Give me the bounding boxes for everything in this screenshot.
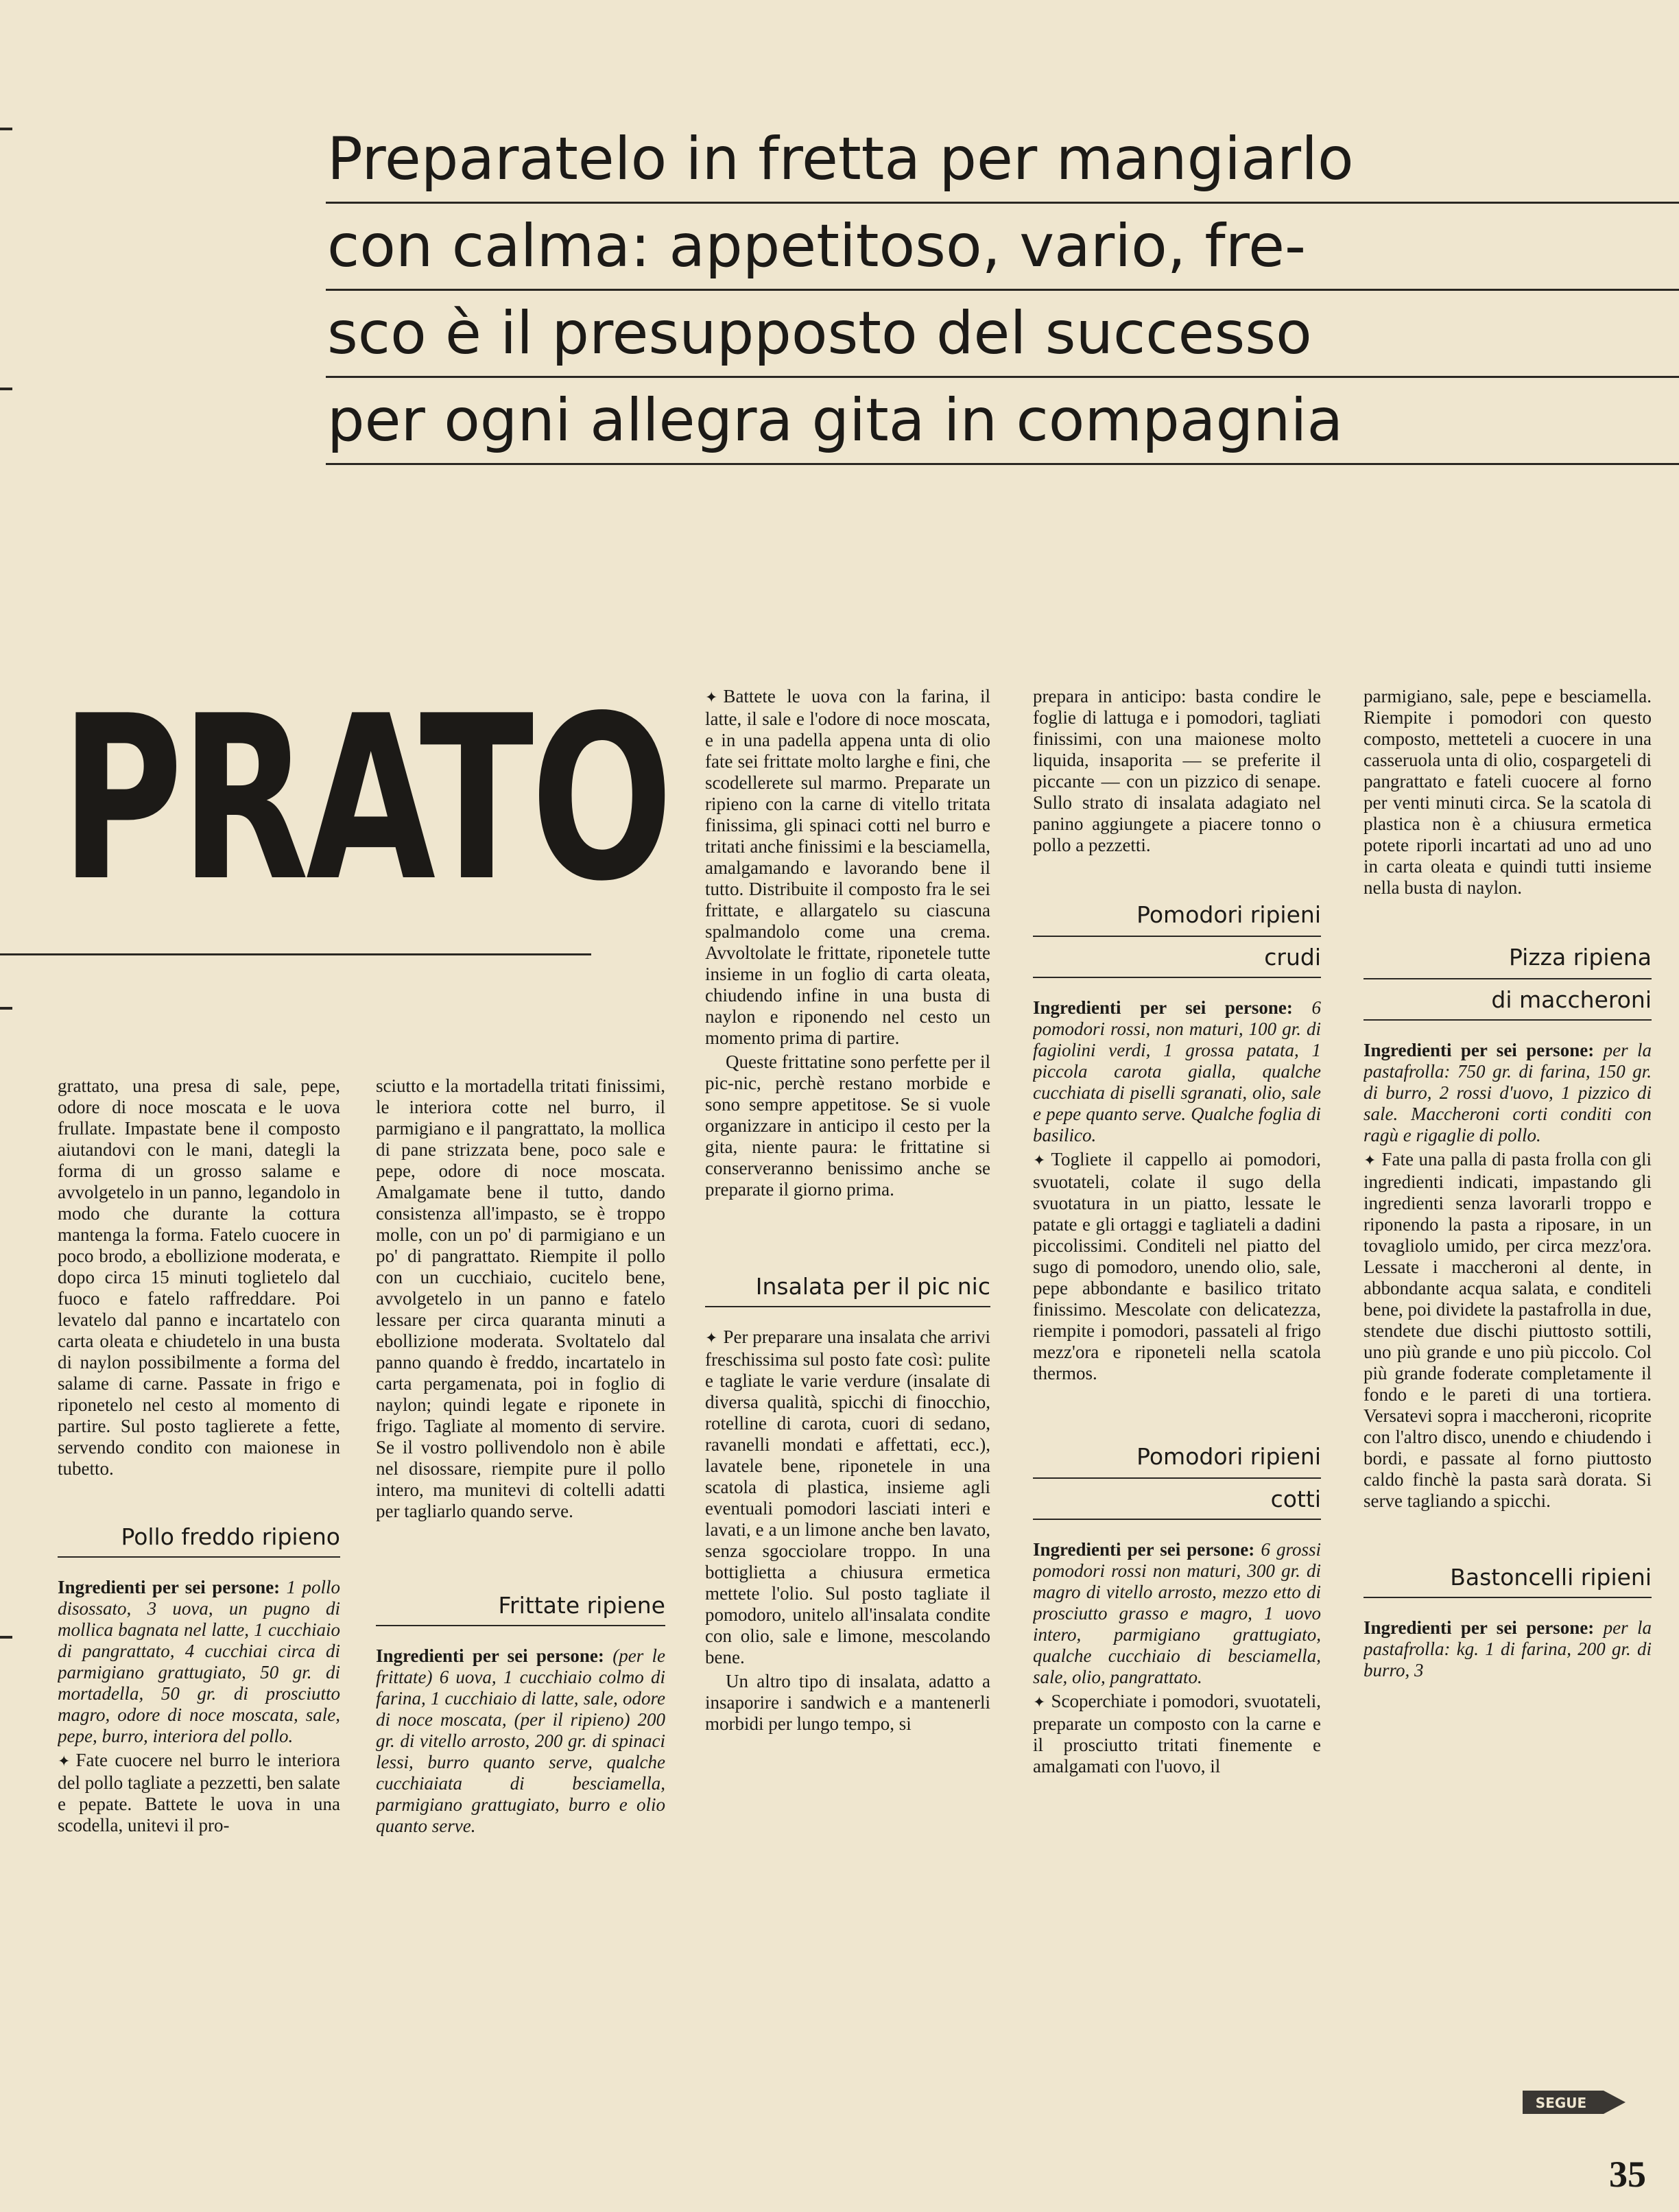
section-title-pollo: [58, 1522, 340, 1558]
ingredients: [58, 1577, 340, 1747]
section-title-insalata: [705, 1272, 990, 1307]
diamond-icon: ✦: [1033, 1152, 1046, 1169]
body-text: [1033, 1691, 1321, 1777]
ingredients-list: 6 pomodori rossi, non maturi, 100 gr. di fagiolini verdi, 1 grossa patata, 1 piccola carota gialla, qualche cucchiata di piselli sgranati, olio, sale e pepe quanto serve. Qualche foglia di basilico.: [1033, 997, 1321, 1145]
headline-line: per ogni allegra gita in compagnia: [326, 378, 1679, 465]
body-text: grattato, una presa di sale, pepe, odore di noce moscata e le uova frullate. Impastate bene il composto aiutandovi con le mani, dategli la forma di un grosso salame e avvolgetelo in un panno, legandolo in modo che durante la cottura mantenga la forma. Fatelo cuocere in poco brodo, a ebollizione moderata, e dopo circa 15 minuti toglietelo dal fuoco e fatelo raffreddare. Poi levatelo dal panno e incartatelo con carta oleata e chiudetelo in una busta di naylon possibilmente a forma del salame di carne. Passate in frigo e riponetelo nel cesto al momento di partire. Sul posto taglierete a fette, servendo condito con maionese in tubetto.: [58, 1075, 340, 1479]
ingredients: [1364, 1617, 1652, 1681]
section-title-text: Pollo freddo ripieno: [121, 1523, 340, 1550]
section-title-text: crudi: [1033, 936, 1321, 973]
ingredients: [1364, 1040, 1652, 1146]
column-5: [1364, 686, 1652, 2078]
body-text: [1033, 1149, 1321, 1384]
section-title-pomodori-cotti: [1033, 1442, 1321, 1520]
headline: [326, 117, 1679, 465]
body-text-content: Battete le uova con la farina, il latte, il sale e l'odore di noce moscata, e in una padella appena unta di olio fate sei frittate molto larghe e fini, che scodellerete sul marmo. Preparate un ripieno con la carne di vitello tritata finissima, gli spinaci cotti nel burro e tritati anche finissimi e la besciamella, amalgamando e lavorando bene il tutto. Distribuite il composto fra le sei frittate, e allargatelo su ciascuna spalmandolo come una crema. Avvoltolate le frittate, riponetele tutte insieme in un foglio di carta oleata, chiudendo infine in una busta di naylon e riponendo nel cesto un momento prima di partire.: [705, 686, 990, 1048]
headline-line: Preparatelo in fretta per mangiarlo: [326, 117, 1679, 204]
ingredients-label: Ingredienti per sei persone:: [376, 1645, 604, 1666]
title-rule: [0, 953, 591, 955]
body-text: sciutto e la mortadella tritati finissimi, le interiora cotte nel burro, il parmigiano e il pangrattato, la mollica di pane strizzata bene, poco sale e pepe, odore di noce moscata. Amalgamate bene il tutto, dando consistenza all'impasto, se è troppo molle, con un po' di parmigiano e un po' di pangrattato. Riempite il pollo con un cucchiaio, cucitelo bene, avvolgetelo in un panno e fatelo lessare per circa quaranta minuti a ebollizione moderata. Svoltatelo dal panno quando è freddo, incartatelo in carta pergamenata, poi in foglio di naylon; quindi legate e riponete in frigo. Tagliate al momento di servire. Se il vostro pollivendolo non è abile nel disossare, riempite pure il pollo intero, ma munitevi di coltelli adatti per tagliarlo quando serve.: [376, 1075, 665, 1521]
diamond-icon: ✦: [705, 689, 718, 706]
diamond-icon: ✦: [1364, 1152, 1377, 1169]
section-title-text: Insalata per il pic nic: [755, 1273, 990, 1300]
body-text-content: Togliete il cappello ai pomodori, svuotateli, colate il sugo della svuotatura in un piatto, lessate le patate e gli ortaggi e tagliateli a dadini piccolissimi. Conditeli nel piatto del sugo di pomodoro, unendo olio, sale, pepe abbondante e basilico tritato finissimo. Mescolate con delicatezza, riempite i pomodori, passateli al frigo mezz'ora e riponeteli nella scatola thermos.: [1033, 1149, 1321, 1383]
ingredients-list: per la pastafrolla: 750 gr. di farina, 150 gr. di burro, 2 rossi d'uovo, 1 pizzico di sale. Maccheroni corti conditi con ragù e rigaglie di pollo.: [1364, 1040, 1652, 1145]
diamond-icon: ✦: [1033, 1694, 1046, 1711]
ingredients-label: Ingredienti per sei persone:: [1033, 1539, 1255, 1560]
section-title-text: Bastoncelli ripieni: [1450, 1564, 1652, 1591]
section-title-pizza: [1364, 942, 1652, 1021]
body-text-content: Fate cuocere nel burro le interiora del pollo tagliate a pezzetti, ben salate e pepate. Battete le uova in una scodella, unitevi il pro-: [58, 1750, 340, 1835]
ingredients-label: Ingredienti per sei persone:: [1364, 1040, 1595, 1060]
page-number: 35: [1609, 2154, 1646, 2195]
ingredients-list: per la pastafrolla: kg. 1 di farina, 200 gr. di burro, 3: [1364, 1617, 1652, 1680]
big-title: PRATO: [60, 667, 671, 931]
body-text: [1364, 1149, 1652, 1512]
ingredients-list: 6 grossi pomodori rossi non maturi, 300 gr. di magro di vitello arrosto, mezzo etto di prosciutto grasso e magro, 1 uovo intero, parmigiano grattugiato, qualche cucchiaio di besciamella, sale, olio, pangrattato.: [1033, 1539, 1321, 1687]
margin-tick: [0, 128, 12, 130]
margin-tick: [0, 1636, 12, 1639]
headline-line: con calma: appetitoso, vario, fre-: [326, 204, 1679, 291]
section-title-text: Pomodori ripieni: [1136, 901, 1321, 928]
column-4: [1033, 686, 1321, 2202]
section-title-pomodori-crudi: [1033, 900, 1321, 978]
ingredients-label: Ingredienti per sei persone:: [1364, 1617, 1595, 1638]
body-text: prepara in anticipo: basta condire le foglie di lattuga e i pomodori, tagliati finissimi, con una maionese molto liquida, insaporita — se preferite il piccante — con un pizzico di senape. Sullo strato di insalata adagiato nel panino aggiungete a piacere tonno o pollo a pezzetti.: [1033, 686, 1321, 855]
headline-line: sco è il presupposto del successo: [326, 291, 1679, 378]
ingredients: [1033, 997, 1321, 1146]
section-title-bastoncelli: [1364, 1562, 1652, 1598]
ingredients-label: Ingredienti per sei persone:: [58, 1577, 281, 1597]
body-text-content: Per preparare una insalata che arrivi freschissima sul posto fate così: pulite e tagliate le varie verdure (insalate di diversa qualità, spicchi di finocchio, rotelline di carota, cuori di sedano, ravanelli mondati e affettati, ecc.), lavatele bene, riponetele in una scatola di plastica, insieme agli eventuali pomodori lasciati interi e lavati, e a un limone anche ben lavato, senza sgocciolare troppo. In una bottiglietta a chiusura ermetica mettete l'olio. Sul posto tagliate il pomodoro, unitelo all'insalata condite con olio, sale e limone, mescolando bene.: [705, 1327, 990, 1667]
column-2: [376, 1075, 665, 2200]
body-text: Un altro tipo di insalata, adatto a insaporire i sandwich e a mantenerli morbidi per lungo tempo, si: [705, 1671, 990, 1734]
margin-tick: [0, 1007, 12, 1010]
column-3: [705, 686, 990, 2202]
ingredients-list: (per le frittate) 6 uova, 1 cucchiaio colmo di farina, 1 cucchiaio di latte, sale, odore di noce moscata, (per il ripieno) 200 gr. di vitello arrosto, 200 gr. di spinaci lessi, burro quanto serve, qualche cucchiaiata di besciamella, parmigiano grattugiato, burro e olio quanto serve.: [376, 1645, 665, 1836]
body-text: parmigiano, sale, pepe e besciamella. Riempite i pomodori con questo composto, metteteli a cuocere in una casseruola unta di olio, cospargeteli di pangrattato e fateli cuocere al forno per venti minuti circa. Se la scatola di plastica non è a chiusura ermetica potete riporli incartati ad uno ad uno in carta oleata e quindi tutti insieme nella busta di naylon.: [1364, 686, 1652, 898]
section-title-text: di maccheroni: [1364, 978, 1652, 1015]
body-text-content: Fate una palla di pasta frolla con gli ingredienti indicati, impastando gli ingredienti senza lavorarli troppo e riponendo la pasta a riposare, in un tovagliolo umido, per circa mezz'ora. Lessate i maccheroni al dente, in abbondante acqua salata, e conditeli bene, poi dividete la pastafrolla in due, stendete due dischi piuttosto sottili, uno più grande e uno più piccolo. Col più grande foderate completamente il fondo e le pareti di una tortiera. Versatevi sopra i maccheroni, ricoprite con l'altro disco, unendo e chiudendo i bordi, e passate al forno piuttosto caldo finchè la pasta sarà dorata. Si serve tagliando a spicchi.: [1364, 1149, 1652, 1511]
body-text: [58, 1750, 340, 1836]
column-1: [58, 1075, 340, 2200]
segue-label: SEGUE: [1535, 2095, 1587, 2111]
segue-arrow-icon: [1523, 2085, 1626, 2119]
section-title-text: Pomodori ripieni: [1136, 1443, 1321, 1470]
section-title-text: cotti: [1033, 1477, 1321, 1514]
diamond-icon: ✦: [58, 1753, 71, 1770]
ingredients-list: 1 pollo disossato, 3 uova, un pugno di mollica bagnata nel latte, 1 cucchiaio di pangrattato, 4 cucchiai circa di parmigiano grattugiato, 50 gr. di mortadella, 50 gr. di prosciutto magro, odore di noce moscata, sale, pepe, burro, interiora del pollo.: [58, 1577, 340, 1746]
margin-tick: [0, 388, 12, 390]
section-title-text: Pizza ripiena: [1509, 944, 1652, 971]
ingredients-label: Ingredienti per sei persone:: [1033, 997, 1293, 1018]
section-title-text: Frittate ripiene: [498, 1592, 665, 1619]
section-title-frittate: [376, 1591, 665, 1626]
ingredients: [376, 1645, 665, 1837]
body-text: [705, 686, 990, 1049]
body-text: Queste frittatine sono perfette per il pic-nic, perchè restano morbide e sono sempre appetitose. Se si vuole organizzare in anticipo il cesto per la gita, niente paura: le frittatine si conserveranno benissimo anche se preparate il giorno prima.: [705, 1051, 990, 1200]
body-text: [705, 1327, 990, 1668]
ingredients: [1033, 1539, 1321, 1688]
body-text-content: Scoperchiate i pomodori, svuotateli, preparate un composto con la carne e il prosciutto tritati finemente e amalgamati con l'uovo, il: [1033, 1691, 1321, 1776]
diamond-icon: ✦: [705, 1330, 718, 1347]
